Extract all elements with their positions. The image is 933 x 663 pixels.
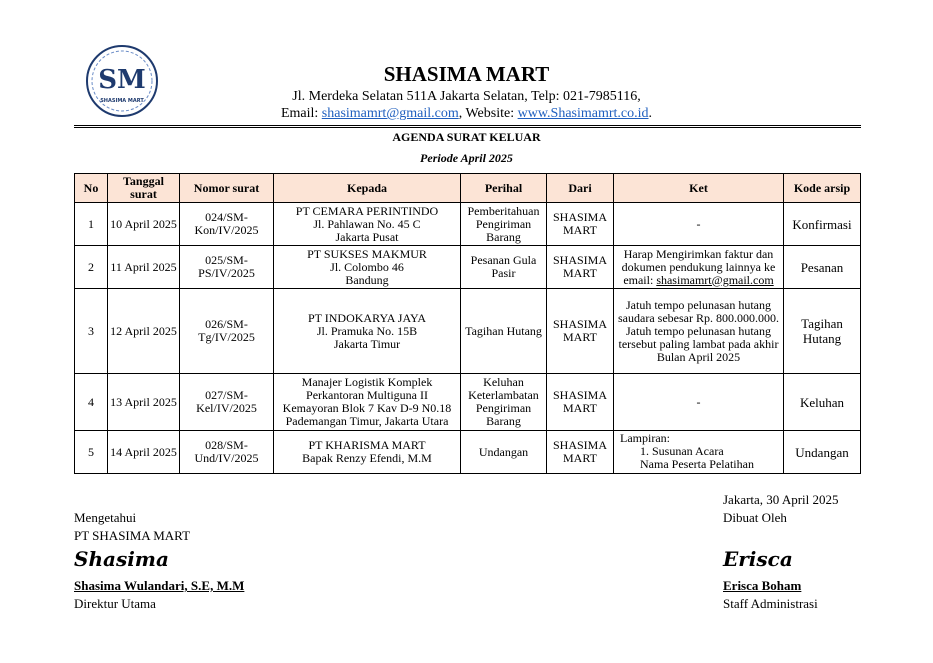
cell-dari: SHASIMA MART xyxy=(547,374,614,431)
website-prefix: , Website: xyxy=(458,106,518,121)
table-row xyxy=(75,203,861,246)
kepada-line: Bapak Renzy Efendi, M.M xyxy=(302,451,432,465)
cell-tanggal: 10 April 2025 xyxy=(108,203,180,246)
website-suffix: . xyxy=(648,106,653,121)
email-link[interactable]: shasimamrt@gmail.com xyxy=(321,106,459,121)
company-logo xyxy=(82,44,162,118)
cell-kode: Keluhan xyxy=(784,374,861,431)
col-header-tanggal: Tanggal surat xyxy=(108,174,180,203)
cell-no: 2 xyxy=(75,246,108,289)
table-header-row xyxy=(75,174,861,203)
document-period: Periode April 2025 xyxy=(420,151,513,165)
cell-nomor: 028/SM-Und/IV/2025 xyxy=(180,431,274,474)
cell-dari: SHASIMA MART xyxy=(547,246,614,289)
cell-ket xyxy=(614,246,784,289)
kepada-line: PT KHARISMA MART xyxy=(308,438,426,452)
kepada-line: Kemayoran Blok 7 Kav D-9 N0.18 xyxy=(282,401,452,415)
cell-nomor: 025/SM-PS/IV/2025 xyxy=(180,246,274,289)
logo-text: SHASIMA MART xyxy=(100,98,144,104)
company-contact xyxy=(200,106,733,122)
cell-no: 4 xyxy=(75,374,108,431)
cell-perihal: Pesanan Gula Pasir xyxy=(461,246,547,289)
document-title: AGENDA SURAT KELUAR xyxy=(392,130,541,144)
cell-tanggal: 12 April 2025 xyxy=(108,289,180,374)
cell-kepada xyxy=(274,203,461,246)
col-header-dari: Dari xyxy=(547,174,614,203)
kepada-line: Jakarta Timur xyxy=(333,336,401,351)
cell-kode: Pesanan xyxy=(784,246,861,289)
kepada-line: Jl. Colombo 46 xyxy=(330,259,404,274)
left-sign-line1: Mengetahui xyxy=(74,510,137,525)
ket-email-link[interactable]: shasimamrt@gmail.com xyxy=(656,272,774,287)
agenda-table xyxy=(74,173,861,474)
cell-dari: SHASIMA MART xyxy=(547,289,614,374)
right-signer-name: Erisca Boham xyxy=(723,578,802,593)
col-header-nomor: Nomor surat xyxy=(180,174,274,203)
cell-tanggal: 14 April 2025 xyxy=(108,431,180,474)
col-header-no: No xyxy=(75,174,108,203)
right-signer-position: Staff Administrasi xyxy=(723,596,818,611)
cell-kepada xyxy=(274,289,461,374)
company-name: SHASIMA MART xyxy=(383,62,550,86)
kepada-line: Jl. Pahlawan No. 45 C xyxy=(313,216,421,231)
cell-kode: Konfirmasi xyxy=(784,203,861,246)
kepada-line: Jakarta Pusat xyxy=(335,229,399,244)
right-signature: Erisca xyxy=(723,547,793,571)
table-row xyxy=(75,431,861,474)
right-place-date: Jakarta, 30 April 2025 xyxy=(723,492,839,507)
left-signature: Shasima xyxy=(74,547,169,571)
header-rule-bottom xyxy=(74,127,861,128)
ket-list-extra: Nama Peserta Pelatihan xyxy=(640,457,754,471)
cell-dari: SHASIMA MART xyxy=(547,203,614,246)
col-header-perihal: Perihal xyxy=(461,174,547,203)
cell-perihal: Tagihan Hutang xyxy=(461,289,547,374)
email-prefix: Email: xyxy=(280,106,322,121)
table-row xyxy=(75,289,861,374)
ket-list-title: Lampiran: xyxy=(620,431,670,445)
kepada-line: PT SUKSES MAKMUR xyxy=(307,246,427,261)
cell-kepada xyxy=(274,431,461,474)
cell-ket: - xyxy=(614,203,784,246)
left-signer-position: Direktur Utama xyxy=(74,596,156,611)
col-header-kepada: Kepada xyxy=(274,174,461,203)
cell-ket: Jatuh tempo pelunasan hutang saudara sebesar Rp. 800.000.000. Jatuh tempo pelunasan hutang tersebut paling lambat pada akhir Bulan April 2025 xyxy=(614,289,784,374)
kepada-line: PT CEMARA PERINTINDO xyxy=(295,203,439,218)
logo-letters: SM xyxy=(98,65,146,95)
table-row xyxy=(75,246,861,289)
cell-kepada xyxy=(274,246,461,289)
ket-text: Harap Mengirimkan faktur dan dokumen pendukung lainnya ke email: xyxy=(621,246,776,287)
right-sign-line1: Dibuat Oleh xyxy=(723,510,787,525)
cell-kode: Tagihan Hutang xyxy=(784,289,861,374)
kepada-line: Perkantoran Multiguna II xyxy=(306,388,428,402)
cell-dari: SHASIMA MART xyxy=(547,431,614,474)
website-link[interactable]: www.Shasimamrt.co.id xyxy=(517,106,649,121)
col-header-ket: Ket xyxy=(614,174,784,203)
cell-no: 1 xyxy=(75,203,108,246)
list-item: 1. Susunan Acara xyxy=(640,444,724,458)
kepada-line: Manajer Logistik Komplek xyxy=(301,375,433,389)
kepada-line: Jl. Pramuka No. 15B xyxy=(316,323,418,338)
cell-ket: - xyxy=(614,374,784,431)
left-signer-name: Shasima Wulandari, S.E, M.M xyxy=(74,578,245,593)
header-rule-top xyxy=(74,125,861,126)
table-row xyxy=(75,374,861,431)
cell-kepada xyxy=(274,374,461,431)
cell-perihal: Pemberitahuan Pengiriman Barang xyxy=(461,203,547,246)
cell-nomor: 026/SM-Tg/IV/2025 xyxy=(180,289,274,374)
cell-perihal: Undangan xyxy=(461,431,547,474)
cell-nomor: 024/SM-Kon/IV/2025 xyxy=(180,203,274,246)
kepada-line: PT INDOKARYA JAYA xyxy=(307,310,427,325)
cell-no: 5 xyxy=(75,431,108,474)
cell-tanggal: 11 April 2025 xyxy=(108,246,180,289)
col-header-kode: Kode arsip xyxy=(784,174,861,203)
cell-tanggal: 13 April 2025 xyxy=(108,374,180,431)
cell-nomor: 027/SM-Kel/IV/2025 xyxy=(180,374,274,431)
company-address: Jl. Merdeka Selatan 511A Jakarta Selatan, Telp: 021-7985116, xyxy=(292,89,641,104)
kepada-line: Bandung xyxy=(345,272,389,287)
cell-perihal: Keluhan Keterlambatan Pengiriman Barang xyxy=(461,374,547,431)
kepada-line: Pademangan Timur, Jakarta Utara xyxy=(285,414,449,428)
cell-ket xyxy=(614,431,784,474)
left-sign-company: PT SHASIMA MART xyxy=(74,528,191,543)
cell-no: 3 xyxy=(75,289,108,374)
cell-kode: Undangan xyxy=(784,431,861,474)
